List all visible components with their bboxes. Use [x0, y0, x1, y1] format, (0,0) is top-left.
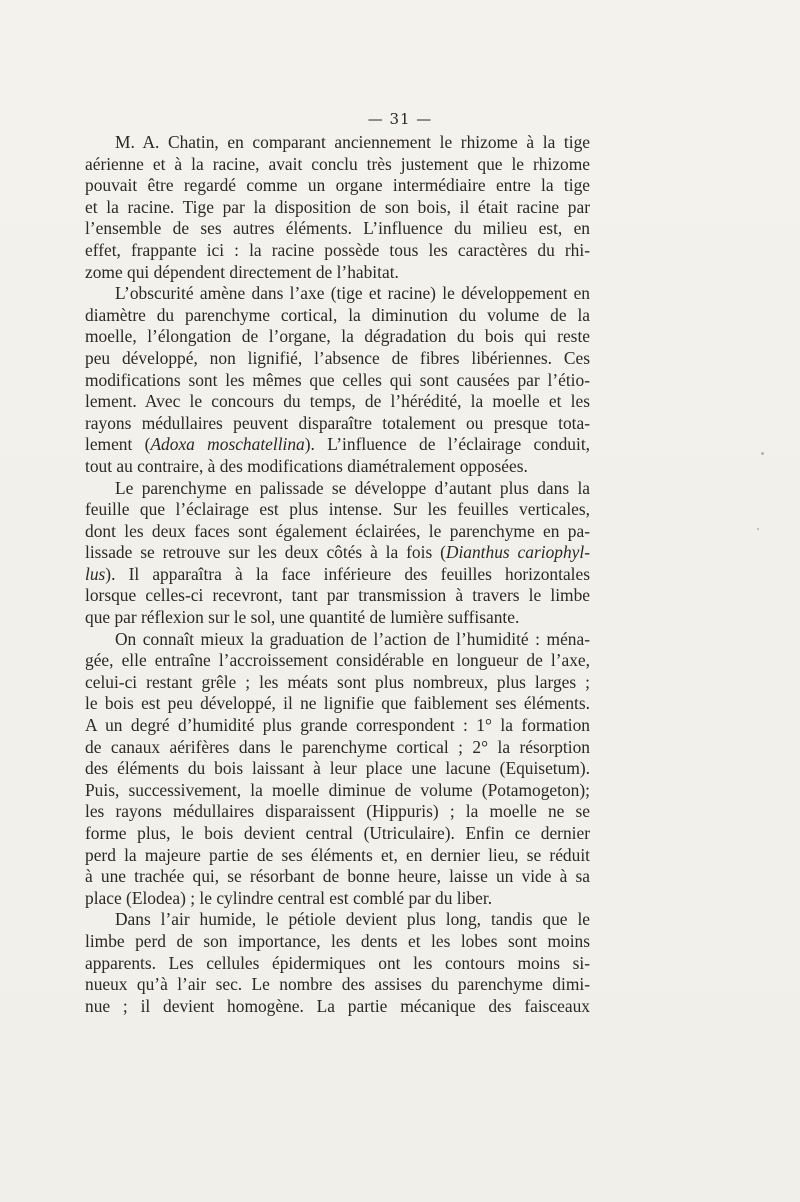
page-number: — 31 —	[367, 110, 433, 128]
paper-speck	[757, 528, 759, 530]
text-line: à une trachée qui, se résorbant de bonne heure, laisse un vide à sa	[85, 866, 590, 887]
text-line: les rayons médullaires disparaissent (Hippuris) ; la moelle ne se	[85, 801, 590, 822]
text-line: celui-ci restant grêle ; les méats sont plus nombreux, plus larges ;	[85, 671, 590, 692]
text-line: l’ensemble de ses autres éléments. L’influence du milieu est, en	[85, 218, 590, 239]
text-line: diamètre du parenchyme cortical, la diminution du volume de la	[85, 304, 590, 325]
text-line	[85, 564, 590, 586]
text-line	[85, 542, 590, 564]
text-line: lorsque celles-ci recevront, tant par transmission à travers le limbe	[85, 585, 590, 606]
text-line: place (Elodea) ; le cylindre central est comblé par du liber.	[85, 887, 493, 908]
paragraph	[85, 283, 590, 477]
text-line: aérienne et à la racine, avait conclu très justement que le rhizome	[85, 153, 590, 174]
text-line: M. A. Chatin, en comparant anciennement le rhizome à la tige	[115, 132, 590, 152]
text-run: lement (	[85, 434, 151, 455]
text-line: L’obscurité amène dans l’axe (tige et racine) le développement en	[115, 283, 590, 304]
text-line: apparents. Les cellules épidermiques ont les contours moins si-	[85, 952, 590, 973]
text-line: A un degré d’humidité plus grande correspondent : 1° la formation	[85, 715, 590, 736]
text-run: lissade se retrouve sur les deux côtés à la fois (	[85, 542, 446, 563]
text-line: nue ; il devient homogène. La partie mécanique des faisceaux	[85, 995, 590, 1016]
text-line: de canaux aérifères dans le parenchyme cortical ; 2° la résorption	[85, 736, 590, 757]
text-line: On connaît mieux la graduation de l’action de l’humidité : ména-	[115, 628, 590, 649]
paragraph	[85, 629, 590, 910]
text-line: zome qui dépendent directement de l’habitat.	[85, 261, 399, 282]
text-line: forme plus, le bois devient central (Utriculaire). Enfin ce dernier	[85, 823, 590, 843]
text-line: que par réflexion sur le sol, une quantité de lumière suffisante.	[85, 607, 520, 628]
paragraph	[85, 132, 590, 283]
text-line: limbe perd de son importance, les dents et les lobes sont moins	[85, 930, 590, 951]
text-line: Le parenchyme en palissade se développe d’autant plus dans la	[115, 477, 590, 498]
italic-species-name: lus	[85, 563, 106, 584]
text-line: pouvait être regardé comme un organe intermédiaire entre la tige	[85, 175, 590, 196]
paragraph	[85, 478, 590, 629]
text-line: modifications sont les mêmes que celles qui sont causées par l’étio-	[85, 369, 590, 390]
text-line: nueux qu’à l’air sec. Le nombre des assises du parenchyme dimi-	[85, 974, 590, 995]
text-line: Puis, successivement, la moelle diminue de volume (Potamogeton);	[85, 779, 590, 800]
italic-species-name: Adoxa moschatellina	[150, 434, 305, 455]
text-line: perd la majeure partie de ses éléments et, en dernier lieu, se réduit	[85, 844, 590, 865]
text-line: peu développé, non lignifié, l’absence de fibres libériennes. Ces	[85, 347, 590, 368]
text-line: lement. Avec le concours du temps, de l’hérédité, la moelle et les	[85, 391, 590, 412]
text-run: ). Il apparaîtra à la face inférieure des feuilles horizontales	[105, 563, 590, 584]
paper-speck	[761, 452, 764, 455]
italic-species-name: Dianthus cariophyl-	[445, 542, 590, 563]
text-line: feuille que l’éclairage est plus intense. Sur les feuilles verticales,	[85, 499, 590, 520]
text-line: effet, frappante ici : la racine possède tous les caractères du rhi-	[85, 239, 590, 260]
text-line: le bois est peu développé, il ne lignifie que faiblement ses éléments.	[85, 693, 590, 714]
text-line: moelle, l’élongation de l’organe, la dégradation du bois qui reste	[85, 326, 590, 347]
text-line: gée, elle entraîne l’accroissement considérable en longueur de l’axe,	[85, 650, 590, 671]
text-line: tout au contraire, à des modifications diamétralement opposées.	[85, 455, 528, 476]
text-line: des éléments du bois laissant à leur place une lacune (Equisetum).	[85, 758, 590, 779]
paragraph	[85, 909, 590, 1017]
text-line: rayons médullaires peuvent disparaître totalement ou presque tota-	[85, 412, 590, 433]
text-line: et la racine. Tige par la disposition de son bois, il était racine par	[85, 196, 590, 217]
text-line: dont les deux faces sont également éclairées, le parenchyme en pa-	[85, 520, 590, 541]
text-run: ). L’influence de l’éclairage conduit,	[304, 434, 590, 455]
text-line	[85, 434, 590, 456]
text-line: Dans l’air humide, le pétiole devient plus long, tandis que le	[115, 909, 590, 930]
body-text	[85, 132, 590, 1017]
